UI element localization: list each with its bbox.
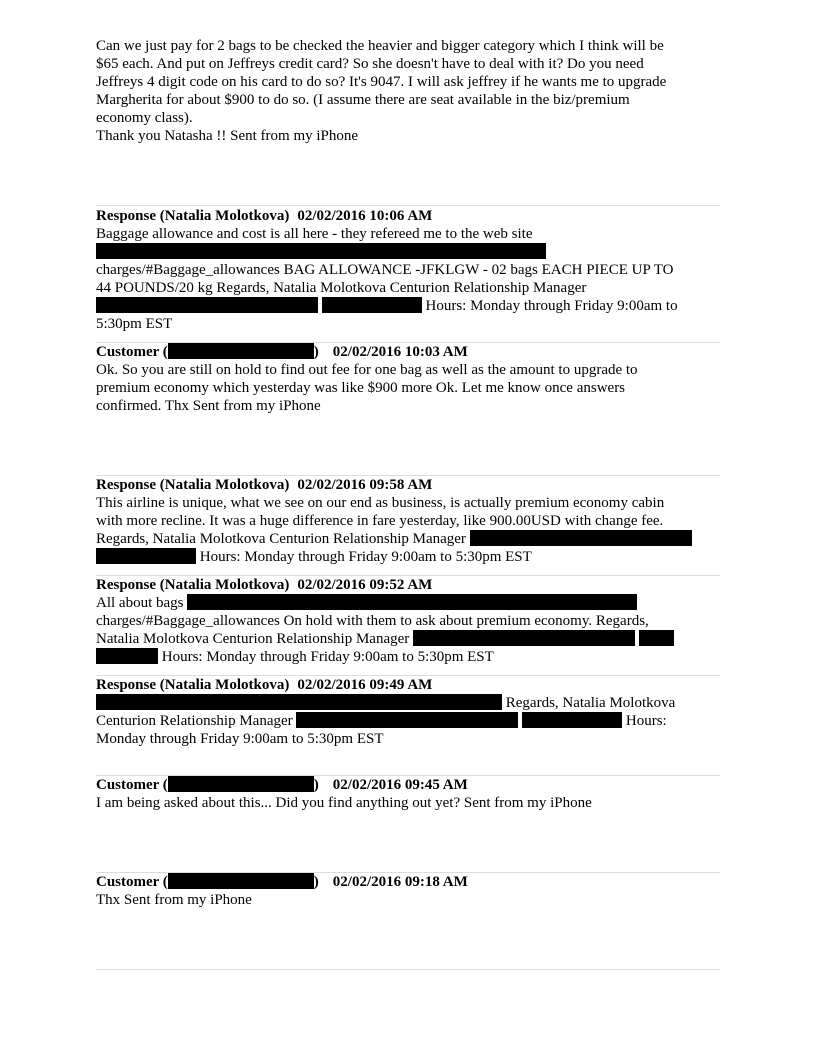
message-sender: Response (Natalia Molotkova) [96, 577, 290, 593]
message-entry [96, 676, 720, 748]
message-header [96, 207, 720, 225]
redaction-block [470, 530, 692, 546]
message-sender: Response (Natalia Molotkova) [96, 677, 290, 693]
message-line: 5:30pm EST [96, 316, 173, 332]
message-entry [96, 343, 720, 415]
message-line: with more recline. It was a huge difference in fare yesterday, like 900.00USD with change fee. [96, 513, 664, 529]
message-sender: Customer ( [96, 777, 168, 793]
message-line: Can we just pay for 2 bags to be checked the heavier and bigger category which I think will be [96, 38, 664, 54]
message-line: charges/#Baggage_allowances BAG ALLOWANCE -JFKLGW - 02 bags EACH PIECE UP TO [96, 262, 674, 278]
message-line: premium economy which yesterday was like $900 more Ok. Let me know once answers [96, 380, 626, 396]
message-line: Jeffreys 4 digit code on his card to do so? It's 9047. I will ask jeffrey if he wants me to upgrade [96, 74, 667, 90]
message-line: Centurion Relationship Manager Hours: [96, 713, 667, 729]
redaction-block [322, 297, 422, 313]
redaction-block [522, 712, 622, 728]
message-divider [96, 969, 720, 970]
redaction-block [413, 630, 635, 646]
message-line: Baggage allowance and cost is all here - they refereed me to the web site [96, 226, 533, 242]
redaction-block [168, 776, 314, 792]
message-line: economy class). [96, 110, 193, 126]
message-date: 02/02/2016 09:58 AM [297, 477, 433, 493]
message-date: 02/02/2016 09:52 AM [297, 577, 433, 593]
message-line: Monday through Friday 9:00am to 5:30pm EST [96, 731, 384, 747]
message-line: Thx Sent from my iPhone [96, 892, 252, 908]
redaction-block [187, 594, 637, 610]
message-header [96, 476, 720, 494]
message-header: Customer ( ) 02/02/2016 10:03 AM [96, 344, 468, 360]
message-sender: Customer ( [96, 344, 168, 360]
message-line: Margherita for about $900 to do so. (I assume there are seat available in the biz/premium [96, 92, 630, 108]
message-sender: Customer ( [96, 874, 168, 890]
message-line: Regards, Natalia Molotkova [96, 694, 720, 712]
message-entry [96, 873, 720, 909]
redaction-block [639, 630, 674, 646]
redaction-block [96, 297, 318, 313]
message-line [96, 243, 720, 261]
message-line: I am being asked about this... Did you find anything out yet? Sent from my iPhone [96, 795, 592, 811]
message-date: 02/02/2016 09:45 AM [332, 777, 468, 793]
message-line: 44 POUNDS/20 kg Regards, Natalia Molotkova Centurion Relationship Manager [96, 280, 587, 296]
message-date: 02/02/2016 09:18 AM [332, 874, 468, 890]
message-sender: Response (Natalia Molotkova) [96, 208, 290, 224]
message-line: $65 each. And put on Jeffreys credit card? So she doesn't have to deal with it? Do you need [96, 56, 644, 72]
redaction-block [168, 873, 314, 889]
message-date: 02/02/2016 10:06 AM [297, 208, 433, 224]
intro-message [96, 37, 720, 145]
redaction-block [96, 548, 196, 564]
message-header: Customer ( ) 02/02/2016 09:18 AM [96, 874, 468, 890]
redaction-block [168, 343, 314, 359]
message-line: Hours: Monday through Friday 9:00am to [96, 297, 720, 315]
message-line: Regards, Natalia Molotkova Centurion Relationship Manager [96, 530, 720, 548]
message-line: Hours: Monday through Friday 9:00am to 5:30pm EST [96, 648, 720, 666]
redaction-block [96, 648, 158, 664]
document-page [96, 37, 720, 970]
message-line: This airline is unique, what we see on our end as business, is actually premium economy cabin [96, 495, 665, 511]
redaction-block [96, 694, 502, 710]
message-date: 02/02/2016 10:03 AM [332, 344, 468, 360]
message-line: All about bags [96, 594, 720, 612]
message-line: Ok. So you are still on hold to find out fee for one bag as well as the amount to upgrade to [96, 362, 638, 378]
message-header [96, 676, 720, 694]
message-entry [96, 576, 720, 666]
message-header [96, 576, 720, 594]
message-sender: Response (Natalia Molotkova) [96, 477, 290, 493]
message-entry [96, 776, 720, 812]
message-line: Hours: Monday through Friday 9:00am to 5:30pm EST [96, 548, 720, 566]
message-date: 02/02/2016 09:49 AM [297, 677, 433, 693]
message-entry [96, 476, 720, 566]
message-entry [96, 207, 720, 333]
redaction-block [96, 243, 546, 259]
message-line: confirmed. Thx Sent from my iPhone [96, 398, 321, 414]
message-header: Customer ( ) 02/02/2016 09:45 AM [96, 777, 468, 793]
message-line: Thank you Natasha !! Sent from my iPhone [96, 128, 359, 144]
redaction-block [296, 712, 518, 728]
message-line: Natalia Molotkova Centurion Relationship Manager [96, 630, 720, 648]
message-line: charges/#Baggage_allowances On hold with them to ask about premium economy. Regards, [96, 613, 649, 629]
